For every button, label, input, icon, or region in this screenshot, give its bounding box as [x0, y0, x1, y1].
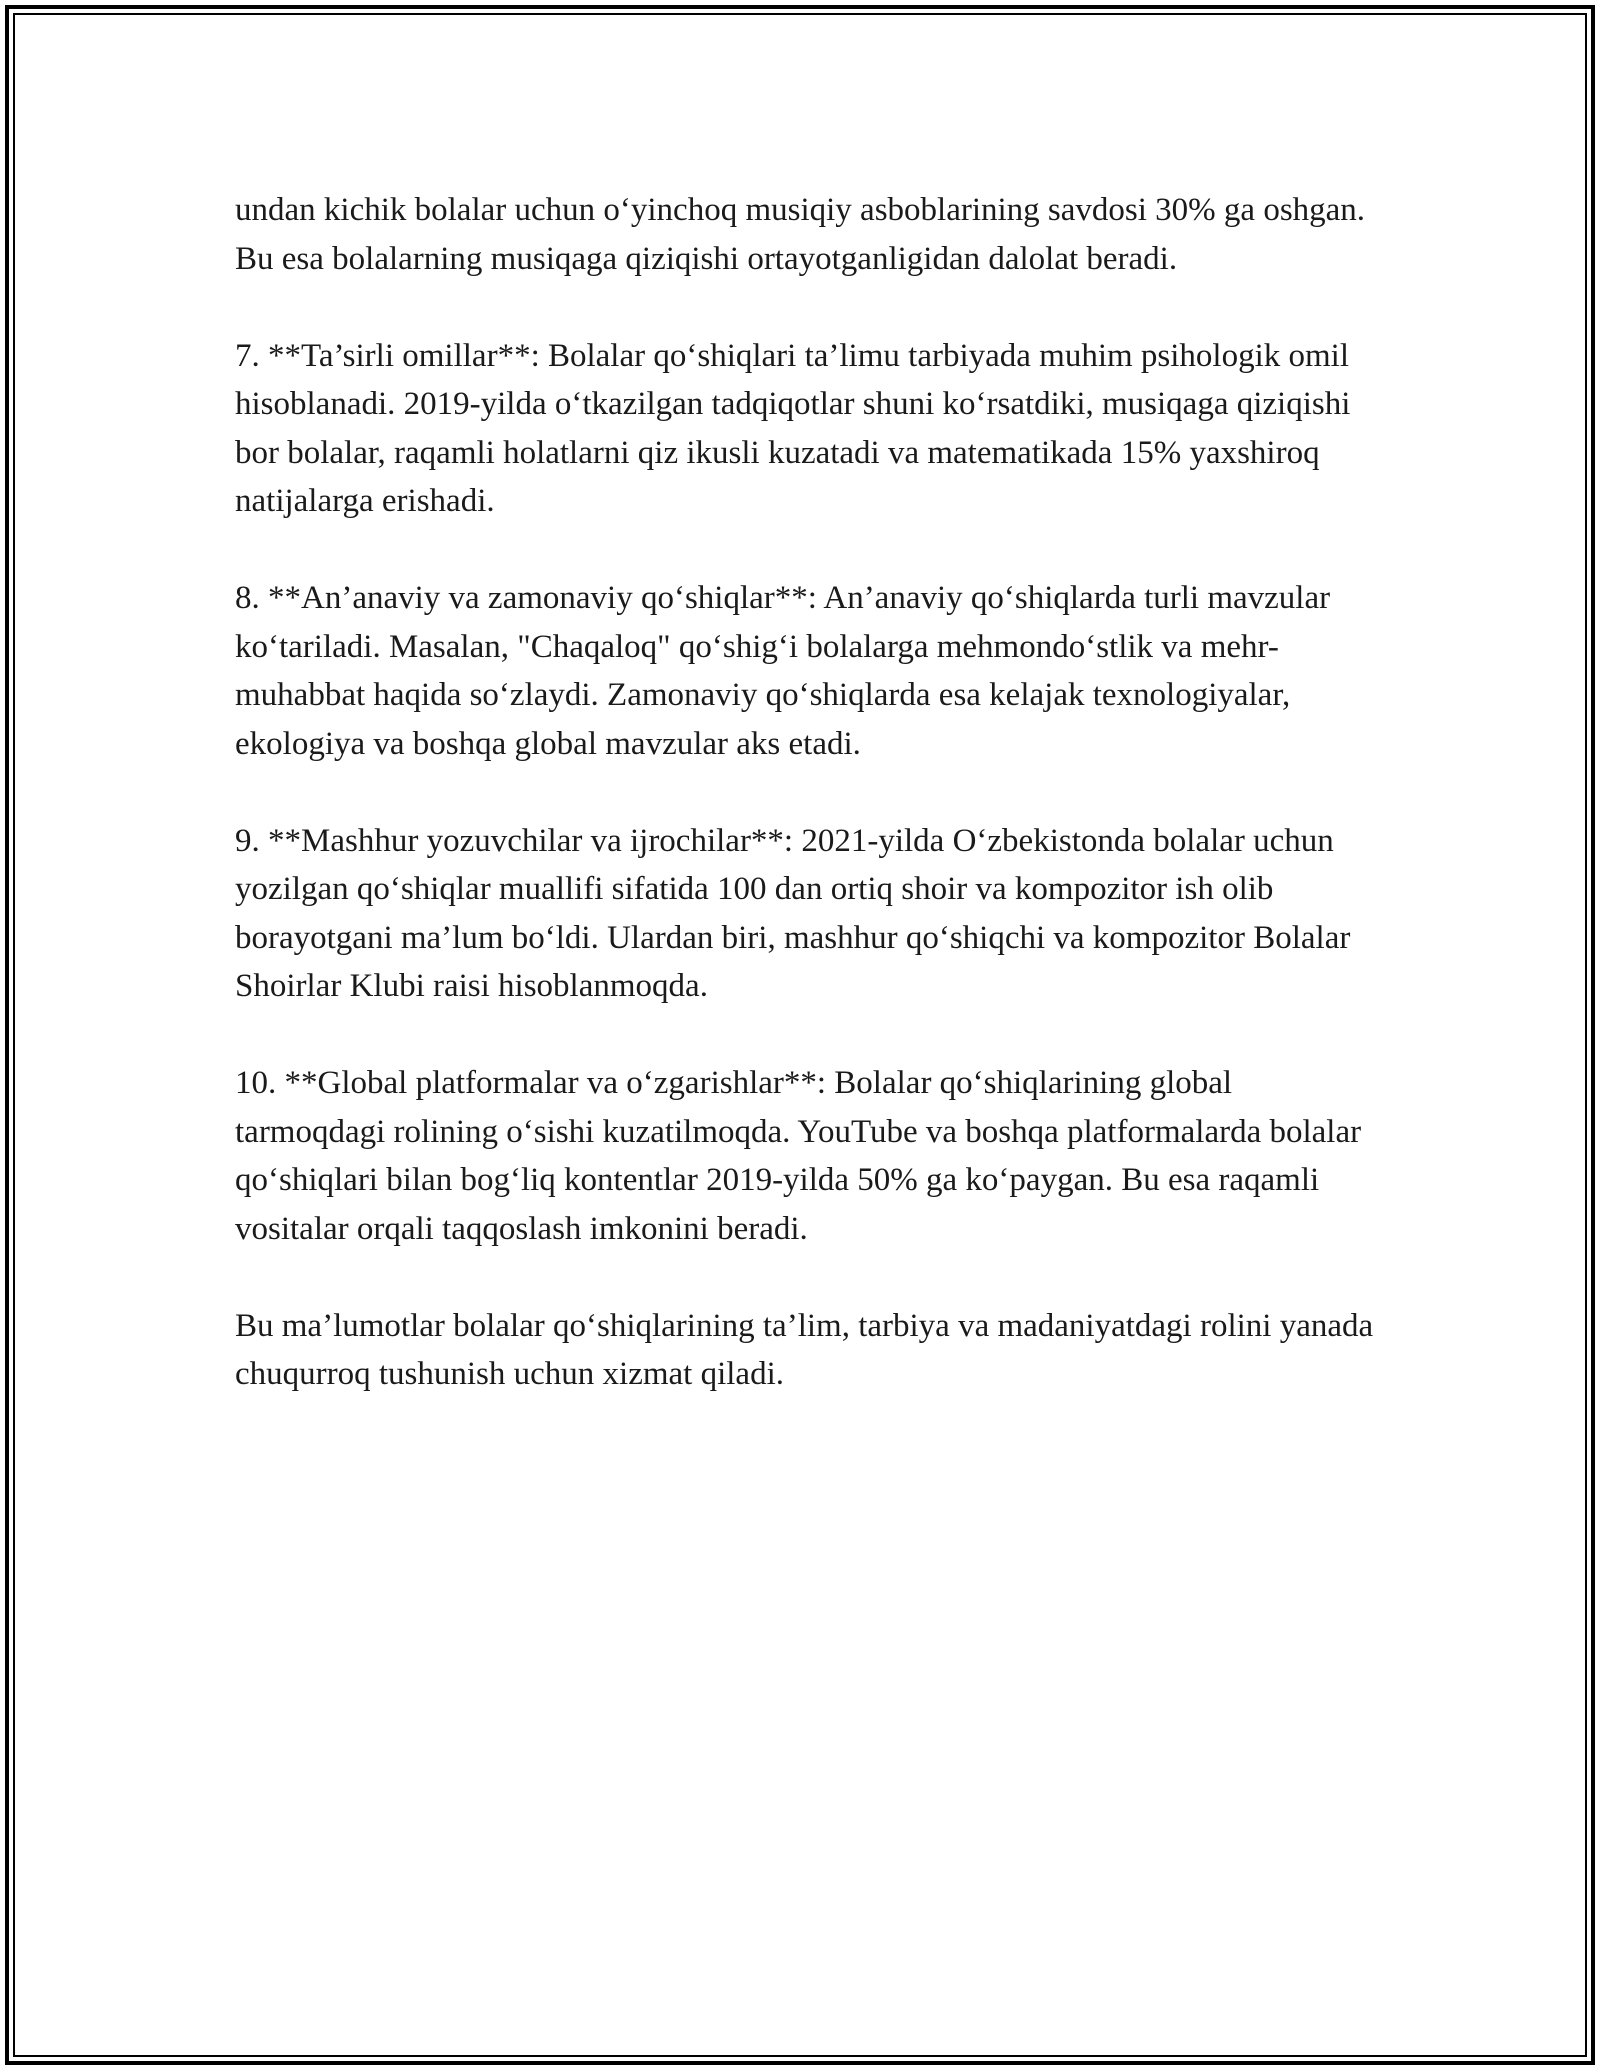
paragraph-item-8: 8. **An’anaviy va zamonaviy qo‘shiqlar**: An’anaviy qo‘shiqlarda turli mavzular ko‘tariladi. Masalan, "Chaqaloq" qo‘shig‘i bolalarga mehmondo‘stlik va mehr-muhabbat haqida so‘zlaydi. Zamonaviy qo‘shiqlarda esa kelajak texnologiyalar, ekologiya va boshqa global mavzular aks etadi.	[235, 580, 1331, 762]
paragraph-item-10: 10. **Global platformalar va o‘zgarishlar**: Bolalar qo‘shiqlarining global tarmoqdagi rolining o‘sishi kuzatilmoqda. YouTube va boshqa platformalarda bolalar qo‘shiqlari bilan bog‘liq kontentlar 2019-yilda 50% ga ko‘paygan. Bu esa raqamli vositalar orqali taqqoslash imkonini beradi.	[235, 1065, 1362, 1247]
paragraph-intro-continuation: undan kichik bolalar uchun o‘yinchoq musiqiy asboblarining savdosi 30% ga oshgan. Bu esa bolalarning musiqaga qiziqishi ortayotganligidan dalolat beradi.	[235, 192, 1366, 277]
document-body	[235, 186, 1375, 1447]
paragraph-item-9: 9. **Mashhur yozuvchilar va ijrochilar**: 2021-yilda O‘zbekistonda bolalar uchun yozilgan qo‘shiqlar muallifi sifatida 100 dan ortiq shoir va kompozitor ish olib borayotgani ma’lum bo‘ldi. Ulardan biri, mashhur qo‘shiqchi va kompozitor Bolalar Shoirlar Klubi raisi hisoblanmoqda.	[235, 822, 1351, 1004]
paragraph-item-7: 7. **Ta’sirli omillar**: Bolalar qo‘shiqlari ta’limu tarbiyada muhim psihologik omil hisoblanadi. 2019-yilda o‘tkazilgan tadqiqotlar shuni ko‘rsatdiki, musiqaga qiziqishi bor bolalar, raqamli holatlarni qiz ikusli kuzatadi va matematikada 15% yaxshiroq natijalarga erishadi.	[235, 337, 1351, 519]
paragraph-conclusion: Bu ma’lumotlar bolalar qo‘shiqlarining ta’lim, tarbiya va madaniyatdagi rolini yanada chuqurroq tushunish uchun xizmat qiladi.	[235, 1307, 1374, 1392]
